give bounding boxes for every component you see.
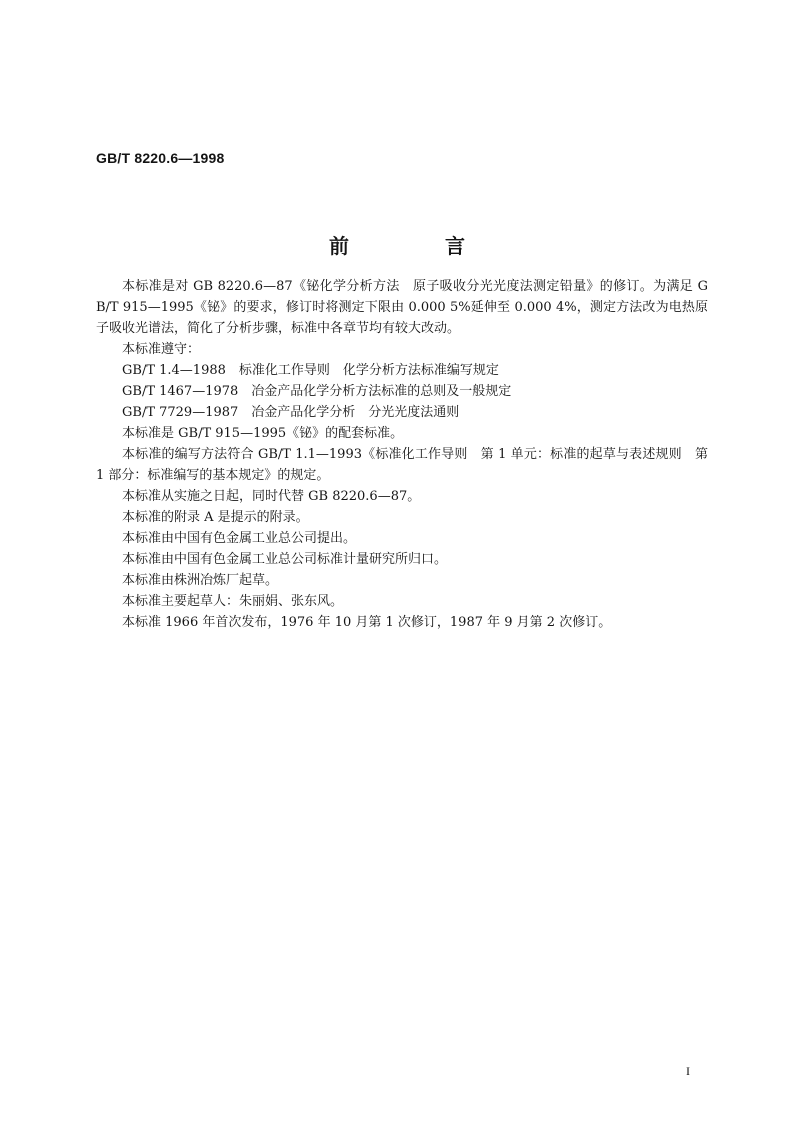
foreword-body (96, 276, 708, 633)
page-title: 前 言 (329, 234, 503, 258)
paragraph-compliance-intro: 本标准遵守： (122, 342, 201, 357)
paragraph-compliance-item-1: GB/T 1.4—1988 标准化工作导则 化学分析方法标准编写规定 (122, 363, 499, 378)
paragraph-drafting-unit: 本标准由株洲冶炼厂起草。 (122, 573, 279, 588)
paragraph-drafters: 本标准主要起草人：朱丽娟、张东风。 (122, 594, 344, 609)
paragraph-drafting-method: 本标准的编写方法符合 GB/T 1.1—1993《标准化工作导则 第 1 单元：标准的起草与表述规则 第 1 部分：标准编写的基本规定》的规定。 (96, 447, 708, 483)
paragraph-compliance-item-3: GB/T 7729—1987 冶金产品化学分析 分光光度法通则 (122, 405, 460, 420)
page-number: I (686, 1064, 690, 1078)
paragraph-administrator: 本标准由中国有色金属工业总公司标准计量研究所归口。 (122, 552, 448, 567)
paragraph-appendix: 本标准的附录 A 是提示的附录。 (122, 510, 309, 525)
paragraph-history: 本标准 1966 年首次发布，1976 年 10 月第 1 次修订，1987 年 9 月第 2 次修订。 (122, 615, 612, 630)
standard-code: GB/T 8220.6—1998 (96, 150, 225, 166)
paragraph-replacement: 本标准从实施之日起，同时代替 GB 8220.6—87。 (122, 489, 421, 504)
paragraph-proposer: 本标准由中国有色金属工业总公司提出。 (122, 531, 357, 546)
paragraph-companion-standard: 本标准是 GB/T 915—1995《铋》的配套标准。 (122, 426, 404, 441)
paragraph-compliance-item-2: GB/T 1467—1978 冶金产品化学分析方法标准的总则及一般规定 (122, 384, 512, 399)
paragraph-revision-summary: 本标准是对 GB 8220.6—87《铋化学分析方法 原子吸收分光光度法测定铅量》的修订。为满足 GB/T 915—1995《铋》的要求，修订时将测定下限由 0.000 5%延伸至 0.000 4%，测定方法改为电热原子吸收光谱法，简化了分析步骤，标准中各章节均有较大改动。 (96, 279, 708, 336)
